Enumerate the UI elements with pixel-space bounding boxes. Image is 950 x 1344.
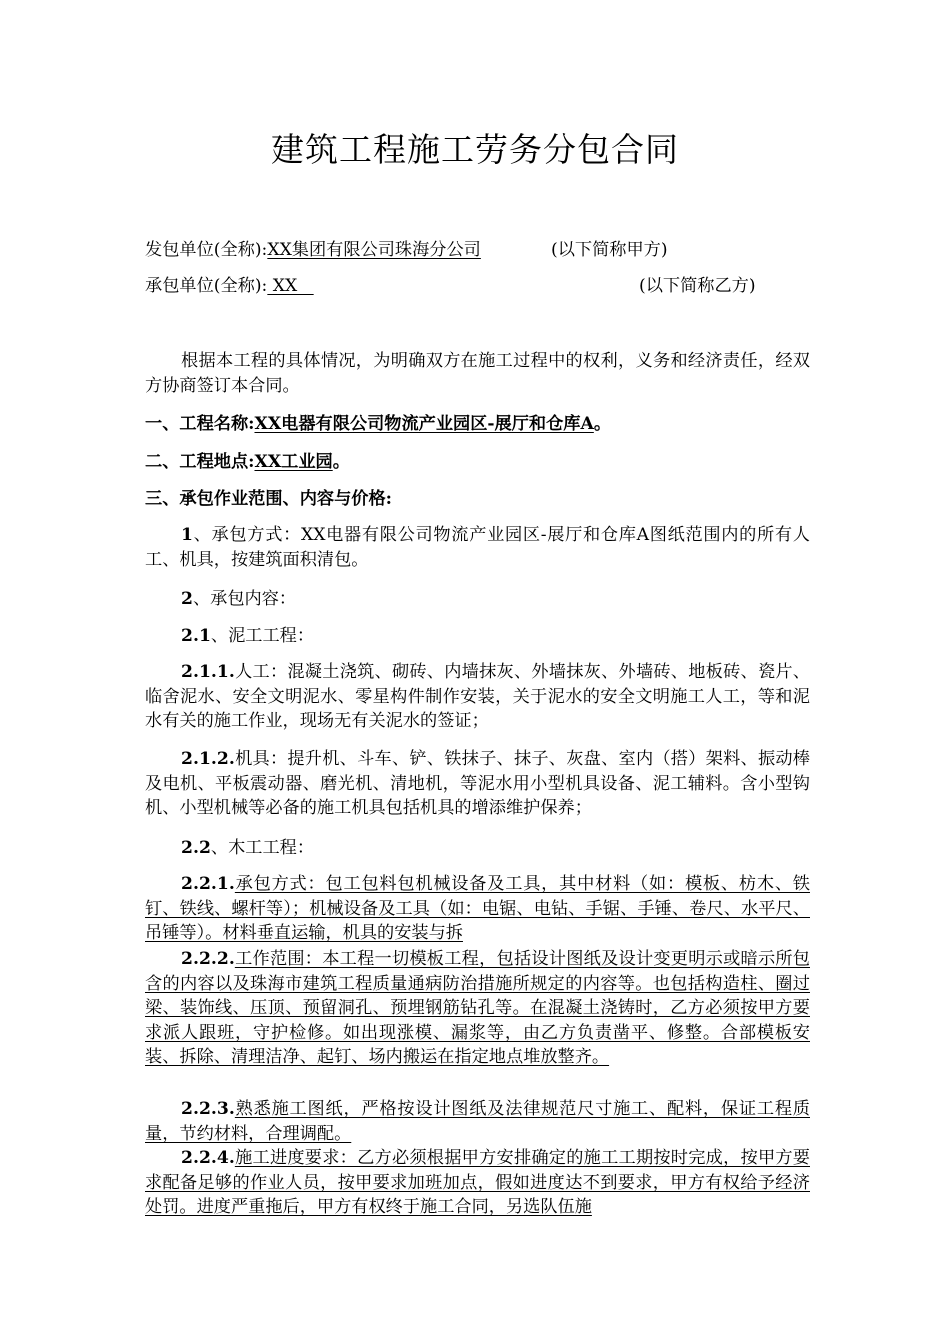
item-2-text: 、承包内容： <box>192 589 297 609</box>
item-1-text: 、承包方式：XX电器有限公司物流产业园区-展厅和仓库A图纸范围内的所有人工、机具，按建筑面积清包。 <box>145 525 810 570</box>
item-2-2-1-text: 承包方式：包工包料包机械设备及工具，其中材料（如：模板、枋木、铁钉、铁线、螺杆等）；机械设备及工具（如：电锯、电钻、手锯、手锤、卷尺、水平尺、吊锤等）。材料垂直运输，机具的安装与拆 <box>145 874 810 943</box>
section2-end: 。 <box>332 452 350 472</box>
contractor-name: XX <box>267 276 314 296</box>
item-2-number: 2 <box>181 589 193 609</box>
item-2-2-3-number: 2.2.3 <box>181 1099 229 1119</box>
item-2-1-2-paragraph <box>145 747 810 821</box>
employer-name: XX集团有限公司珠海分公司 <box>267 240 481 260</box>
employer-note: (以下简称甲方) <box>551 240 668 260</box>
section2-label: 二、工程地点: <box>145 452 255 472</box>
item-2-2-4-text: 施工进度要求：乙方必须根据甲方安排确定的施工工期按时完成，按甲方要求配备足够的作业人员，按甲要求加班加点，假如进度达不到要求，甲方有权给予经济处罚。进度严重拖后，甲方有权终于施工合同，另选队伍施 <box>145 1148 810 1217</box>
section2-value: XX工业园 <box>254 452 333 472</box>
section1-end: 。 <box>593 414 612 434</box>
employer-line <box>145 238 481 262</box>
item-2-2-1-number: 2.2.1 <box>181 874 229 894</box>
item-2-2-2-paragraph <box>145 947 810 1070</box>
item-1-paragraph <box>145 523 810 572</box>
item-2-heading <box>181 587 296 611</box>
contractor-line <box>145 274 314 298</box>
item-2-2-number: 2.2 <box>181 838 211 858</box>
item-2-1-2-number: 2.1.2. <box>181 749 235 769</box>
section1-label: 一、工程名称: <box>145 414 255 434</box>
item-2-2-2-number: 2.2.2. <box>181 949 235 969</box>
item-2-2-heading <box>181 836 314 860</box>
item-2-1-1-text: 人工：混凝土浇筑、砌砖、内墙抹灰、外墙抹灰、外墙砖、地板砖、瓷片、临舍泥水、安全文明泥水、零星构件制作安装，关于泥水的安全文明施工人工，等和泥水有关的施工作业，现场无有关泥水的签证； <box>145 662 810 731</box>
item-2-2-3-separator: . <box>228 1099 235 1119</box>
item-2-2-4-paragraph <box>145 1146 810 1220</box>
item-2-2-1-paragraph <box>145 872 810 946</box>
item-2-1-heading <box>181 624 314 648</box>
item-2-1-number: 2.1 <box>181 626 211 646</box>
section-project-name <box>145 412 611 436</box>
item-2-2-4-number: 2.2.4 <box>181 1148 229 1168</box>
item-2-2-4-separator: . <box>228 1148 235 1168</box>
item-2-2-3-text: 熟悉施工图纸，严格按设计图纸及法律规范尺寸施工、配料，保证工程质量，节约材料，合理调配。 <box>145 1099 810 1144</box>
item-2-2-2-text: 工作范围：本工程一切模板工程，包括设计图纸及设计变更明示或暗示所包含的内容以及珠海市建筑工程质量通病防治措施所规定的内容等。也包括构造柱、圈过梁、装饰线、压顶、预留洞孔、预埋钢筋钻孔等。在混凝土浇铸时，乙方必须按甲方要求派人跟班，守护检修。如出现涨模、漏浆等，由乙方负责凿平、修整。合部模板安装、拆除、清理洁净、起钉、场内搬运在指定地点堆放整齐。 <box>145 949 810 1067</box>
contractor-note: (以下简称乙方) <box>639 276 756 296</box>
item-2-2-1-separator: . <box>228 874 235 894</box>
item-2-2-3-paragraph <box>145 1097 810 1146</box>
item-2-1-2-text: 机具：提升机、斗车、铲、铁抹子、抹子、灰盘、室内（搭）架料、振动棒及电机、平板震动器、磨光机、清地机，等泥水用小型机具设备、泥工辅料。含小型钩机、小型机械等必备的施工机具包括机具的增添维护保养； <box>145 749 810 818</box>
section1-value: XX电器有限公司物流产业园区-展厅和仓库A <box>254 414 594 434</box>
preamble-paragraph: 根据本工程的具体情况，为明确双方在施工过程中的权利，义务和经济责任，经双方协商签订本合同。 <box>145 351 810 396</box>
item-2-1-text: 、泥工工程： <box>210 626 315 646</box>
contractor-label: 承包单位(全称): <box>145 276 268 296</box>
item-2-2-text: 、木工工程： <box>210 838 315 858</box>
document-title: 建筑工程施工劳务分包合同 <box>271 130 679 169</box>
section-project-location <box>145 450 350 474</box>
employer-label: 发包单位(全称): <box>145 240 268 260</box>
section-scope-heading: 三、承包作业范围、内容与价格: <box>145 489 392 509</box>
item-1-number: 1 <box>181 525 193 545</box>
item-2-1-1-paragraph <box>145 660 810 734</box>
item-2-1-1-number: 2.1.1. <box>181 662 235 682</box>
